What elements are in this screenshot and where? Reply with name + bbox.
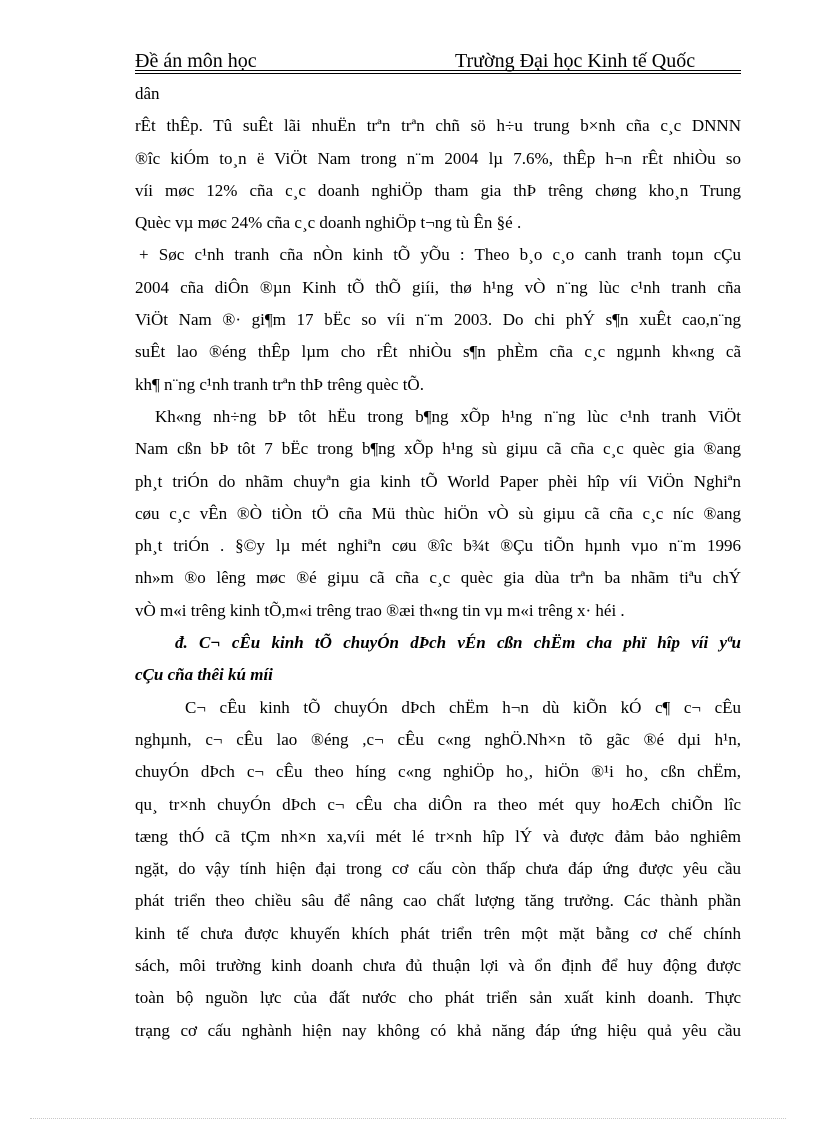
text-line: + Søc c¹nh tranh cña nÒn kinh tÕ yÕu : Theo b¸o c¸o canh tranh toµn cÇu <box>139 245 741 265</box>
text-line: ViÖt Nam ®· gi¶m 17 bËc so víi n¨m 2003. Do chi phÝ s¶n xuÊt cao,n¨ng <box>135 310 741 330</box>
header-right: Trường Đại học Kinh tế Quốc <box>455 50 696 72</box>
section-heading: đ. C¬ cÊu kinh tÕ chuyÓn dÞch vÉn cßn chËm cha phï hîp víi yªu <box>175 633 741 653</box>
text-line: víi møc 12% cña c¸c doanh nghiÖp tham gia thÞ trêng chøng kho¸n Trung <box>135 180 741 200</box>
text-line: suÊt lao ®éng thÊp lµm cho rÊt nhiÒu s¶n phÈm cña c¸c ngµnh kh«ng cã <box>135 342 741 362</box>
header-rule-double <box>135 73 741 74</box>
text-line: Kh«ng nh÷ng bÞ tôt hËu trong b¶ng xÕp h¹ng n¨ng lùc c¹nh tranh ViÖt <box>155 406 741 426</box>
body-text <box>135 78 741 1047</box>
text-line: tæng thÓ cã tÇm nh×n xa,víi mét lé tr×nh hîp lÝ và được đảm bảo nghiêm <box>135 826 741 846</box>
text-line: 2004 cña diÔn ®µn Kinh tÕ thÕ giíi, thø h¹ng vÒ n¨ng lùc c¹nh tranh cña <box>135 277 741 297</box>
text-line: vÒ m«i trêng kinh tÕ,m«i trêng trao ®æi th«ng tin vµ m«i trêng x· héi . <box>135 600 625 620</box>
text-line: Nam cßn bÞ tôt 7 bËc trong b¶ng xÕp h¹ng sù giµu cã cña c¸c quèc gia ®ang <box>135 439 741 459</box>
text-line: qu¸ tr×nh chuyÓn dÞch c¬ cÊu cha diÔn ra theo mét quy hoÆch chiÕn lîc <box>135 794 741 814</box>
text-line: kh¶ n¨ng c¹nh tranh trªn thÞ trêng quèc tÕ. <box>135 374 424 394</box>
header-rule <box>135 70 741 71</box>
text-line: chuyÓn dÞch c¬ cÊu theo híng c«ng nghiÖp ho¸, hiÖn ®¹i ho¸ cßn chËm, <box>135 762 741 782</box>
text-line: phát triển theo chiều sâu để nâng cao chất lượng tăng trưởng. Các thành phần <box>135 891 741 911</box>
text-line: toàn bộ nguồn lực của đất nước cho phát triển sản xuất kinh doanh. Thực <box>135 988 741 1008</box>
text-line: ph¸t triÓn . §©y lµ mét nghiªn cøu ®îc b¾t ®Çu tiÕn hµnh vµo n¨m 1996 <box>135 536 741 556</box>
text-line: ngặt, do vậy tính hiện đại trong cơ cấu còn thấp chưa đáp ứng được yêu cầu <box>135 859 741 879</box>
text-line: dân <box>135 84 160 103</box>
text-line: ®îc kiÓm to¸n ë ViÖt Nam trong n¨m 2004 lµ 7.6%, thÊp h¬n rÊt nhiÒu so <box>135 148 741 168</box>
section-heading-cont: cÇu cña thêi kú míi <box>135 665 273 685</box>
page-bottom-border <box>30 1118 786 1119</box>
text-line: nh»m ®o lêng møc ®é giµu cã cña c¸c quèc gia dùa trªn ba nhãm tiªu chÝ <box>135 568 741 588</box>
text-line: sách, môi trường kinh doanh chưa đủ thuận lợi và ổn định để huy động được <box>135 956 741 976</box>
text-line: rÊt thÊp. Tû suÊt lãi nhuËn trªn trªn chñ sö h÷u trung b×nh cña c¸c DNNN <box>135 116 741 136</box>
text-line: ph¸t triÓn do nhãm chuyªn gia kinh tÕ World Paper phèi hîp víi ViÖn Nghiªn <box>135 471 741 491</box>
text-line: Quèc vµ møc 24% cña c¸c doanh nghiÖp t¬ng tù Ên §é . <box>135 213 522 233</box>
header-left: Đề án môn học <box>135 50 257 72</box>
text-line: kinh tế chưa được khuyến khích phát triển trên một mặt bằng cơ chế chính <box>135 923 741 943</box>
text-line: trạng cơ cấu nghành hiện nay không có khả năng đáp ứng hiệu quả yêu cầu <box>135 1020 741 1040</box>
text-line: nghµnh, c¬ cÊu lao ®éng ,c¬ cÊu c«ng nghÖ.Nh×n tõ gãc ®é dµi h¹n, <box>135 729 741 749</box>
text-line: cøu c¸c vÊn ®Ò tiÒn tÖ cña Mü thùc hiÖn vÒ sù giµu cã cña c¸c níc ®ang <box>135 503 741 523</box>
text-line: C¬ cÊu kinh tÕ chuyÓn dÞch chËm h¬n dù kiÕn kÓ c¶ c¬ cÊu <box>185 697 741 717</box>
